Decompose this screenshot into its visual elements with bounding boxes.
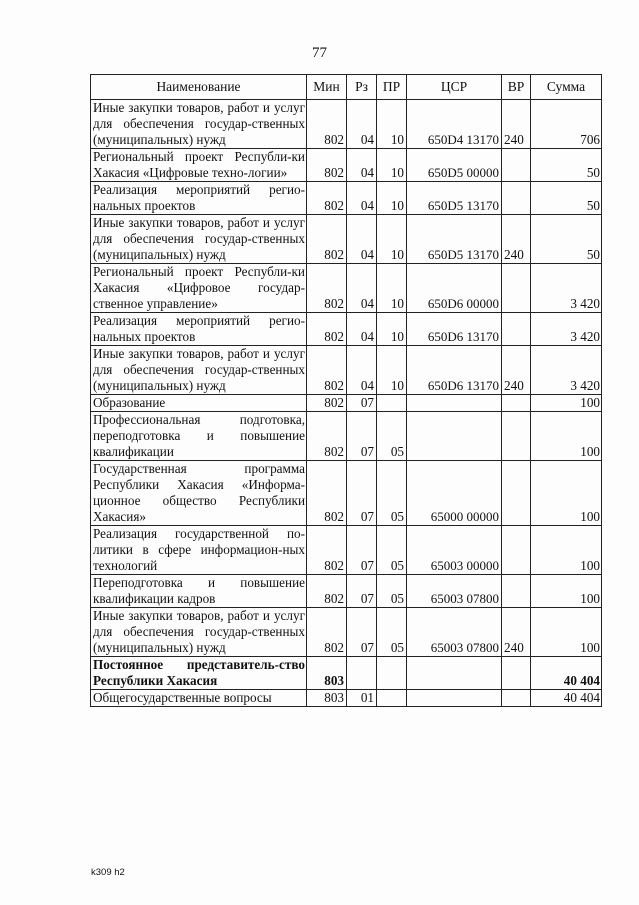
cell-name: Иные закупки товаров, работ и услуг для обеспечения государ-ственных (муниципальных) нужд [91,215,307,264]
cell-vr [502,412,531,461]
cell-sum: 50 [531,182,602,215]
cell-vr [502,182,531,215]
cell-min: 802 [307,608,347,657]
header-sum: Сумма [531,75,602,100]
table-row [91,657,602,690]
cell-vr [502,526,531,575]
cell-vr: 240 [502,215,531,264]
cell-pr: 05 [377,526,407,575]
cell-name: Иные закупки товаров, работ и услуг для обеспечения государ-ственных (муниципальных) нужд [91,608,307,657]
cell-name: Региональный проект Республи-ки Хакасия «Цифровые техно-логии» [91,149,307,182]
cell-name: Профессиональная подготовка, переподготовка и повышение квалификации [91,412,307,461]
table-row [91,215,602,264]
table-row [91,690,602,707]
cell-rz: 07 [347,395,377,412]
cell-pr: 10 [377,100,407,149]
cell-min: 802 [307,526,347,575]
table-row [91,412,602,461]
cell-rz: 04 [347,313,377,346]
cell-vr [502,690,531,707]
cell-rz: 04 [347,182,377,215]
header-rz: Рз [347,75,377,100]
cell-rz: 01 [347,690,377,707]
cell-pr: 05 [377,461,407,526]
cell-min: 802 [307,100,347,149]
cell-sum: 3 420 [531,313,602,346]
cell-sum: 50 [531,149,602,182]
cell-pr: 10 [377,149,407,182]
cell-sum: 100 [531,526,602,575]
cell-csr [407,657,502,690]
cell-rz: 04 [347,264,377,313]
cell-rz: 04 [347,215,377,264]
cell-csr: 650D5 00000 [407,149,502,182]
cell-name: Государственная программа Республики Хакасия «Информа-ционное общество Республики Хакасия» [91,461,307,526]
cell-min: 802 [307,215,347,264]
cell-name: Общегосударственные вопросы [91,690,307,707]
cell-min: 802 [307,264,347,313]
cell-sum: 100 [531,575,602,608]
cell-sum: 100 [531,412,602,461]
cell-min: 802 [307,395,347,412]
cell-csr: 650D5 13170 [407,215,502,264]
cell-pr [377,690,407,707]
cell-pr: 10 [377,264,407,313]
cell-min: 803 [307,690,347,707]
cell-sum: 100 [531,608,602,657]
cell-vr [502,461,531,526]
cell-name: Переподготовка и повышение квалификации кадров [91,575,307,608]
header-name: Наименование [91,75,307,100]
cell-pr [377,395,407,412]
cell-vr [502,657,531,690]
cell-csr: 65003 07800 [407,575,502,608]
table-row [91,608,602,657]
cell-pr: 10 [377,182,407,215]
cell-rz: 07 [347,461,377,526]
cell-name: Иные закупки товаров, работ и услуг для обеспечения государ-ственных (муниципальных) нужд [91,346,307,395]
cell-csr: 650D6 00000 [407,264,502,313]
header-csr: ЦСР [407,75,502,100]
cell-pr: 05 [377,412,407,461]
cell-name: Реализация государственной по-литики в сфере информацион-ных технологий [91,526,307,575]
cell-csr: 650D6 13170 [407,346,502,395]
cell-csr: 650D5 13170 [407,182,502,215]
cell-min: 802 [307,412,347,461]
cell-sum: 50 [531,215,602,264]
cell-rz: 07 [347,526,377,575]
table-row [91,526,602,575]
cell-name: Постоянное представитель-ство Республики Хакасия [91,657,307,690]
table-row [91,264,602,313]
table-row [91,313,602,346]
cell-min: 802 [307,182,347,215]
cell-name: Образование [91,395,307,412]
cell-min: 803 [307,657,347,690]
cell-pr: 05 [377,608,407,657]
cell-csr: 65003 00000 [407,526,502,575]
cell-min: 802 [307,461,347,526]
header-row [91,75,602,100]
cell-name: Реализация мероприятий регио-нальных проектов [91,313,307,346]
cell-sum: 40 404 [531,657,602,690]
cell-vr: 240 [502,346,531,395]
cell-pr [377,657,407,690]
cell-vr [502,575,531,608]
cell-pr: 05 [377,575,407,608]
cell-min: 802 [307,313,347,346]
cell-sum: 3 420 [531,346,602,395]
cell-sum: 100 [531,461,602,526]
cell-csr: 65003 07800 [407,608,502,657]
cell-csr: 650D6 13170 [407,313,502,346]
cell-csr: 650D4 13170 [407,100,502,149]
cell-csr [407,412,502,461]
cell-rz: 04 [347,149,377,182]
footer-code: k309 h2 [91,867,125,878]
cell-vr: 240 [502,608,531,657]
budget-table [90,74,602,707]
cell-pr: 10 [377,313,407,346]
table-row [91,461,602,526]
cell-name: Реализация мероприятий регио-нальных проектов [91,182,307,215]
header-min: Мин [307,75,347,100]
cell-rz: 07 [347,608,377,657]
page-number: 77 [312,45,327,61]
table-row [91,575,602,608]
header-vr: ВР [502,75,531,100]
cell-min: 802 [307,346,347,395]
cell-name: Региональный проект Республи-ки Хакасия «Цифровое государ-ственное управление» [91,264,307,313]
cell-pr: 10 [377,346,407,395]
cell-rz: 07 [347,575,377,608]
cell-pr: 10 [377,215,407,264]
cell-csr [407,395,502,412]
cell-min: 802 [307,575,347,608]
cell-min: 802 [307,149,347,182]
cell-rz: 04 [347,100,377,149]
table-row [91,346,602,395]
cell-rz: 07 [347,412,377,461]
cell-name: Иные закупки товаров, работ и услуг для обеспечения государ-ственных (муниципальных) нужд [91,100,307,149]
cell-sum: 3 420 [531,264,602,313]
cell-vr [502,149,531,182]
cell-rz: 04 [347,346,377,395]
cell-sum: 100 [531,395,602,412]
cell-vr [502,395,531,412]
header-pr: ПР [377,75,407,100]
cell-csr: 65000 00000 [407,461,502,526]
table-row [91,182,602,215]
cell-rz [347,657,377,690]
cell-csr [407,690,502,707]
cell-sum: 706 [531,100,602,149]
cell-vr: 240 [502,100,531,149]
cell-vr [502,264,531,313]
table-row [91,149,602,182]
table-row [91,100,602,149]
cell-sum: 40 404 [531,690,602,707]
table-row [91,395,602,412]
cell-vr [502,313,531,346]
